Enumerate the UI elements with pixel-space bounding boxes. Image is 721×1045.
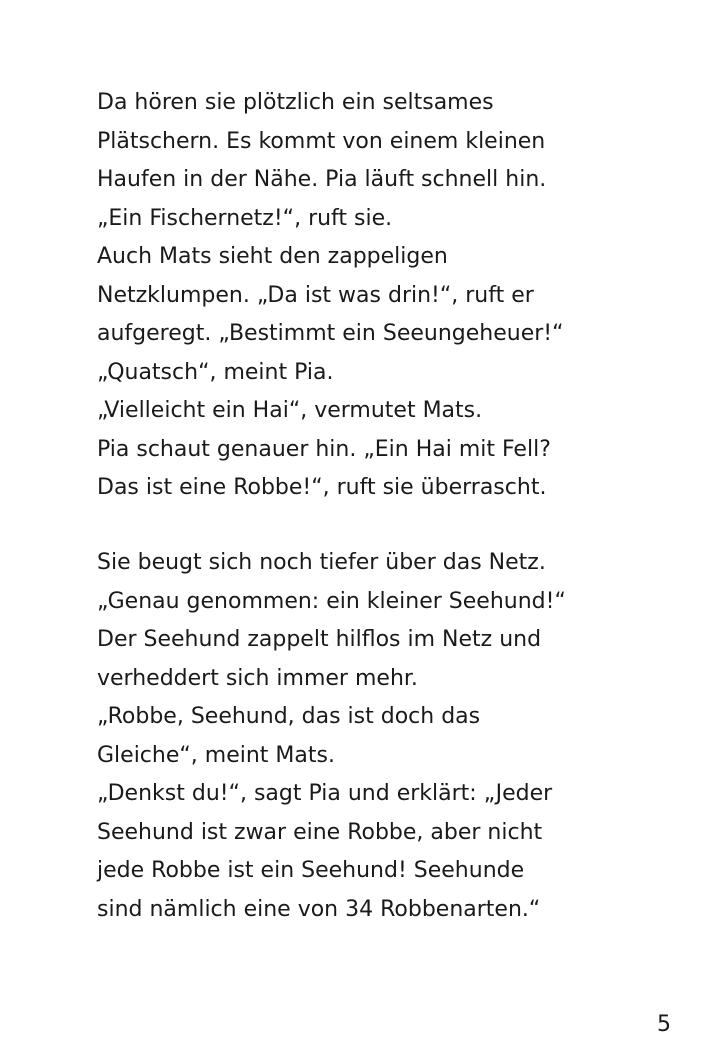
text-line: „Genau genommen: ein kleiner Seehund!“ [97,588,566,614]
page-number: 5 [657,1012,671,1037]
text-line: „Ein Fischernetz!“, ruft sie. [97,205,393,231]
text-line: Pia schaut genauer hin. „Ein Hai mit Fell? [97,436,551,462]
text-line: Auch Mats sieht den zappeligen [97,244,448,269]
text-line: verheddert sich immer mehr. [97,665,418,691]
text-line: Seehund ist zwar eine Robbe, aber nicht [97,819,543,845]
text-line: Plätschern. Es kommt von einem kleinen [97,128,546,154]
paragraph-1 [97,84,697,508]
text-line: Sie beugt sich noch tiefer über das Netz. [97,550,546,575]
text-line: Haufen in der Nähe. Pia läuft schnell hin. [97,167,547,192]
text-line: Da hören sie plötzlich ein seltsames [97,90,494,115]
text-line: jede Robbe ist ein Seehund! Seehunde [97,858,525,883]
text-line: „Denkst du!“, sagt Pia und erklärt: „Jeder [97,781,553,806]
text-line: Der Seehund zappelt hilflos im Netz und [97,627,542,652]
text-line: Das ist eine Robbe!“, ruft sie überrascht. [97,475,547,500]
text-line: „Quatsch“, meint Pia. [97,359,334,385]
text-line: Gleiche“, meint Mats. [97,742,335,768]
text-line: sind nämlich eine von 34 Robbenarten.“ [97,896,541,922]
text-line: Netzklumpen. „Da ist was drin!“, ruft er [97,282,534,308]
text-line: „Robbe, Seehund, das ist doch das [97,704,481,729]
text-line: aufgeregt. „Bestimmt ein Seeungeheuer!“ [97,321,564,346]
paragraph-2 [97,544,697,929]
text-line: „Vielleicht ein Hai“, vermutet Mats. [97,398,483,423]
